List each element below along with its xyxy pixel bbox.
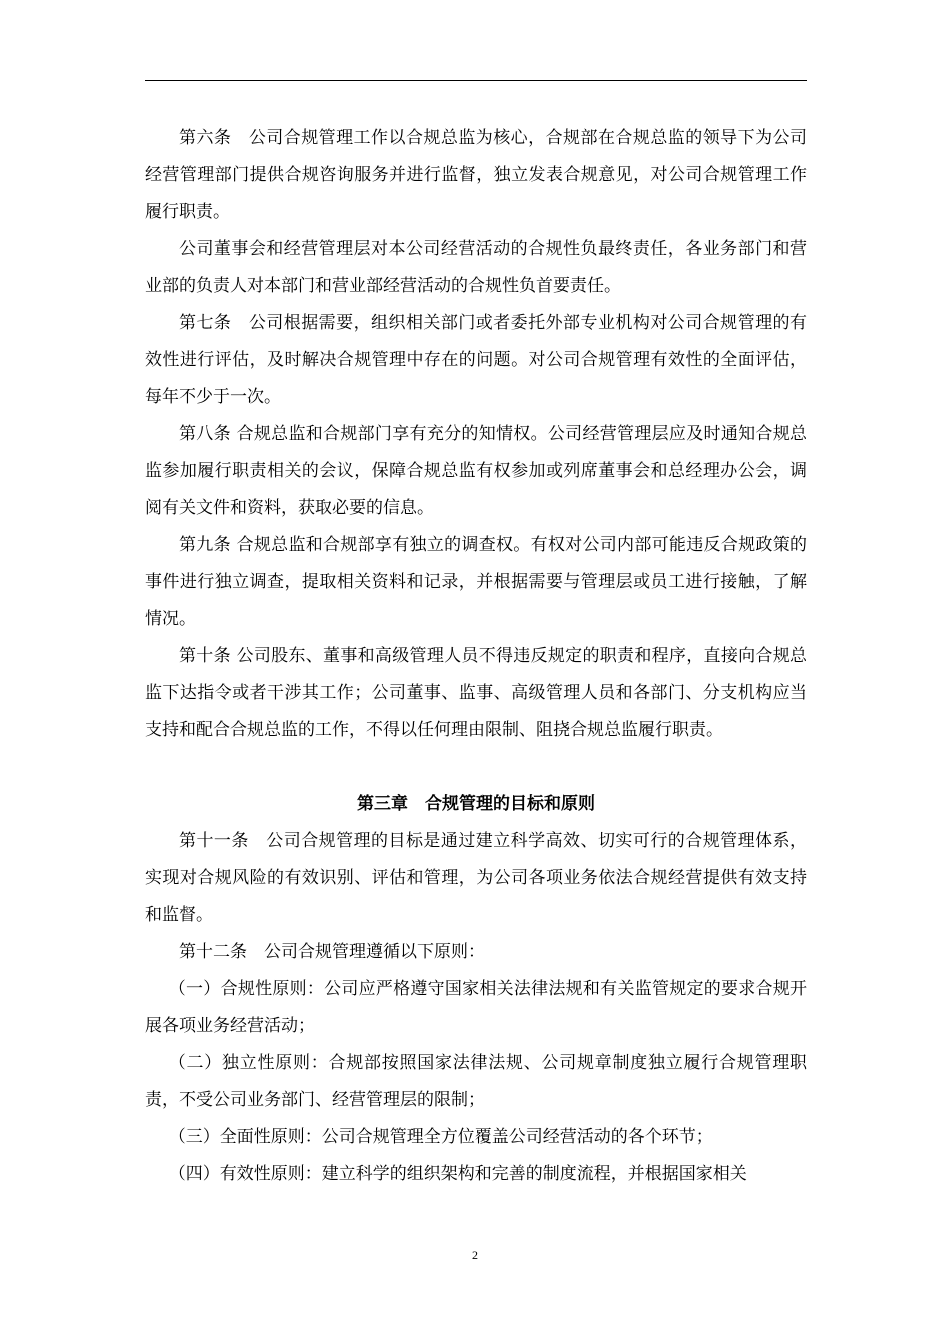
article-10: 第十条 公司股东、董事和高级管理人员不得违反规定的职责和程序，直接向合规总监下达指令或者干涉其工作；公司董事、监事、高级管理人员和各部门、分支机构应当支持和配合合规总监的工作，不得以任何理由限制、阻挠合规总监履行职责。: [145, 646, 807, 740]
article-12: 第十二条 公司合规管理遵循以下原则：: [179, 942, 485, 962]
principle-effectiveness: （四）有效性原则：建立科学的组织架构和完善的制度流程，并根据国家相关: [168, 1164, 747, 1184]
article-6: 第六条 公司合规管理工作以合规总监为核心，合规部在合规总监的领导下为公司经营管理部门提供合规咨询服务并进行监督，独立发表合规意见，对公司合规管理工作履行职责。: [145, 128, 807, 222]
header-rule: [145, 80, 807, 81]
article-6-paragraph-2: 公司董事会和经营管理层对本公司经营活动的合规性负最终责任，各业务部门和营业部的负责人对本部门和营业部经营活动的合规性负首要责任。: [145, 239, 807, 296]
article-11: 第十一条 公司合规管理的目标是通过建立科学高效、切实可行的合规管理体系，实现对合规风险的有效识别、评估和管理，为公司各项业务依法合规经营提供有效支持和监督。: [145, 831, 807, 925]
page-number: 2: [472, 1248, 478, 1262]
chapter-title: 第三章 合规管理的目标和原则: [357, 794, 595, 814]
article-7: 第七条 公司根据需要，组织相关部门或者委托外部专业机构对公司合规管理的有效性进行评估，及时解决合规管理中存在的问题。对公司合规管理有效性的全面评估，每年不少于一次。: [145, 313, 807, 407]
article-8: 第八条 合规总监和合规部门享有充分的知情权。公司经营管理层应及时通知合规总监参加履行职责相关的会议，保障合规总监有权参加或列席董事会和总经理办公会，调阅有关文件和资料，获取必要的信息。: [145, 424, 807, 518]
principle-independence: （二）独立性原则：合规部按照国家法律法规、公司规章制度独立履行合规管理职责，不受公司业务部门、经营管理层的限制；: [145, 1053, 807, 1110]
principle-compliance: （一）合规性原则：公司应严格遵守国家相关法律法规和有关监管规定的要求合规开展各项业务经营活动；: [145, 979, 807, 1036]
article-9: 第九条 合规总监和合规部享有独立的调查权。有权对公司内部可能违反合规政策的事件进行独立调查，提取相关资料和记录，并根据需要与管理层或员工进行接触，了解情况。: [145, 535, 807, 629]
page-content: [145, 120, 807, 1193]
principle-comprehensiveness: （三）全面性原则：公司合规管理全方位覆盖公司经营活动的各个环节；: [168, 1127, 713, 1147]
